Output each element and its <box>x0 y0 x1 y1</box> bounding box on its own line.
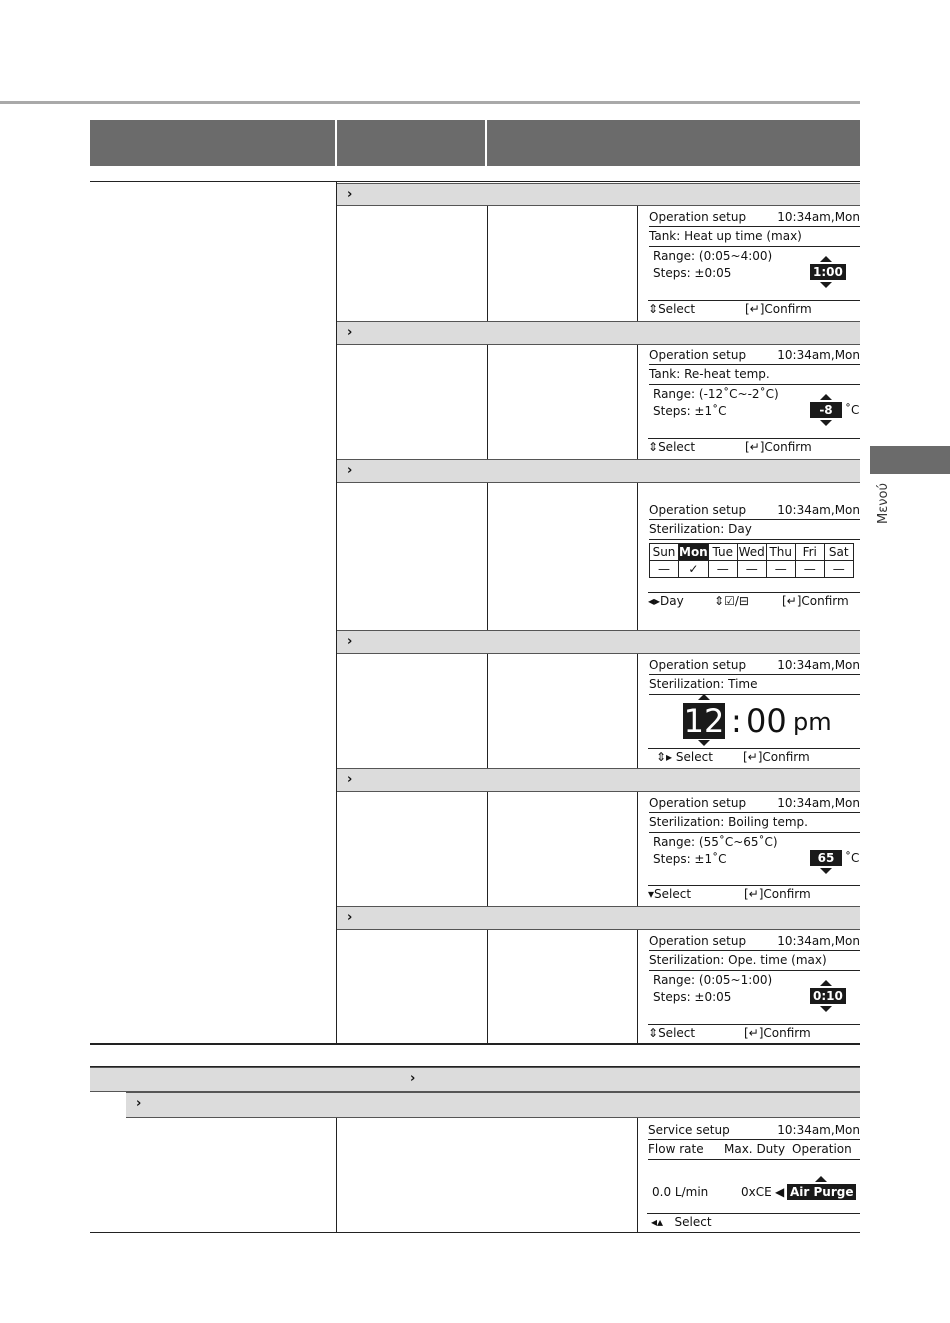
row-bar-4 <box>337 630 860 654</box>
minute-value[interactable]: 00 <box>746 702 787 740</box>
range-text: Range: (0:05~1:00) <box>653 973 773 987</box>
section-bar <box>90 1067 860 1092</box>
toggle-hint: ⇕☑/⊟ <box>714 594 749 608</box>
screen-title: Operation setup <box>649 348 747 362</box>
range-text: Range: (-12˚C~-2˚C) <box>653 387 779 401</box>
screen-footer <box>648 1024 860 1040</box>
confirm-hint: [↵]Confirm <box>745 440 812 454</box>
top-rule <box>0 101 860 104</box>
column-headers <box>648 1142 860 1158</box>
left-arrow-icon[interactable]: ◀ <box>775 1185 785 1199</box>
day-cell[interactable]: Tue <box>708 544 737 561</box>
chapter-tab[interactable] <box>870 446 950 474</box>
screen-title: Operation setup <box>649 796 747 810</box>
enter-key-icon: [↵] <box>743 750 763 764</box>
ampm-value[interactable]: pm <box>793 708 832 736</box>
day-cell[interactable]: Sat <box>824 544 853 561</box>
setting-value[interactable]: 0:10 <box>810 988 846 1004</box>
select-hint: ⇕Select <box>648 440 696 454</box>
day-cell[interactable]: Sun <box>650 544 679 561</box>
screen-subtitle: Tank: Heat up time (max) <box>649 229 860 245</box>
screen-title: Operation setup <box>649 210 747 224</box>
enter-key-icon: [↵] <box>745 440 765 454</box>
left-up-arrows-icon: ◂▴ <box>651 1215 664 1229</box>
confirm-hint: [↵]Confirm <box>744 887 811 901</box>
up-down-arrows-icon: ⇕ <box>648 1026 659 1040</box>
screen-footer <box>647 1213 860 1229</box>
day-mark[interactable]: — <box>766 561 795 578</box>
steps-text: Steps: ±0:05 <box>653 990 732 1004</box>
row-bar-6 <box>337 906 860 930</box>
row-bar-3 <box>337 459 860 483</box>
up-down-arrows-icon: ⇕ <box>714 594 725 608</box>
up-arrow-icon[interactable] <box>820 394 832 400</box>
screen-clock: 10:34am,Mon <box>777 658 860 672</box>
screen-header <box>649 934 860 950</box>
up-arrow-icon[interactable] <box>815 1176 827 1182</box>
lcd-screen-reheat-temp <box>648 348 860 454</box>
chevron-right-icon: › <box>347 772 353 787</box>
screen-clock: 10:34am,Mon <box>777 503 860 517</box>
operation-header: Operation <box>792 1142 852 1156</box>
day-hint: ◂▸Day <box>648 594 684 608</box>
screen-subtitle: Sterilization: Ope. time (max) <box>649 953 860 969</box>
confirm-hint: [↵]Confirm <box>743 750 810 764</box>
left-right-arrows-icon: ◂▸ <box>648 594 661 608</box>
max-duty-header: Max. Duty <box>724 1142 786 1156</box>
screen-footer <box>648 438 860 454</box>
screen-footer <box>648 885 860 901</box>
setting-value[interactable]: 1:00 <box>810 264 846 280</box>
up-arrow-icon[interactable] <box>820 980 832 986</box>
range-text: Range: (55˚C~65˚C) <box>653 835 778 849</box>
lcd-screen-sterilization-time <box>648 658 860 764</box>
screen-title: Operation setup <box>649 934 747 948</box>
screen-clock: 10:34am,Mon <box>777 348 860 362</box>
up-arrow-icon[interactable] <box>820 256 832 262</box>
screen-header <box>649 796 860 812</box>
chevron-right-icon: › <box>347 325 353 340</box>
chevron-right-icon: › <box>410 1071 416 1086</box>
side-tab-label: Μενού <box>876 483 891 524</box>
day-cell[interactable]: Fri <box>795 544 824 561</box>
operation-value[interactable]: Air Purge <box>787 1184 856 1200</box>
down-arrow-icon[interactable] <box>820 282 832 288</box>
flow-rate-header: Flow rate <box>648 1142 704 1156</box>
hour-value[interactable]: 12 <box>683 702 725 740</box>
day-mark[interactable]: — <box>737 561 766 578</box>
unit-label: ˚C <box>845 403 860 417</box>
day-mark[interactable]: — <box>650 561 679 578</box>
screen-header <box>649 658 860 674</box>
screen-subtitle: Sterilization: Time <box>649 677 860 693</box>
confirm-hint: [↵]Confirm <box>745 302 812 316</box>
table-divider <box>637 1118 638 1232</box>
table-header-col1 <box>90 120 335 166</box>
screen-footer <box>648 300 860 316</box>
day-cell-selected[interactable]: Mon <box>679 545 708 559</box>
select-hint: ◂▴ Select <box>651 1215 712 1229</box>
max-duty-value: 0xCE <box>741 1185 772 1199</box>
day-cell[interactable]: Wed <box>738 545 765 559</box>
steps-text: Steps: ±1˚C <box>653 404 727 418</box>
row-bar-5 <box>337 768 860 792</box>
screen-footer <box>648 592 860 608</box>
day-grid <box>649 543 854 578</box>
screen-clock: 10:34am,Mon <box>777 1123 860 1137</box>
down-arrow-icon[interactable] <box>820 868 832 874</box>
day-cell[interactable]: Thu <box>766 544 795 561</box>
lcd-screen-sterilization-day <box>648 503 860 613</box>
select-hint: ▾Select <box>648 887 692 901</box>
down-arrow-icon[interactable] <box>698 740 710 746</box>
lcd-screen-service-setup <box>647 1123 860 1229</box>
time-separator: : <box>731 702 742 740</box>
enter-key-icon: [↵] <box>744 1026 764 1040</box>
screen-title: Service setup <box>648 1123 730 1137</box>
screen-title: Operation setup <box>649 658 747 672</box>
up-down-arrows-icon: ⇕ <box>648 440 659 454</box>
chevron-right-icon: › <box>347 463 353 478</box>
up-arrow-icon[interactable] <box>698 694 710 700</box>
screen-clock: 10:34am,Mon <box>777 796 860 810</box>
chevron-right-icon: › <box>136 1096 142 1111</box>
screen-footer <box>648 748 860 764</box>
lcd-screen-ope-time <box>648 934 860 1040</box>
day-mark[interactable]: — <box>708 561 737 578</box>
chevron-right-icon: › <box>347 187 353 202</box>
setting-value[interactable]: 65 <box>810 850 842 866</box>
flow-rate-value: 0.0 L/min <box>652 1185 709 1199</box>
table-rule <box>90 181 860 182</box>
screen-clock: 10:34am,Mon <box>777 934 860 948</box>
screen-header <box>649 210 860 226</box>
screen-clock: 10:34am,Mon <box>777 210 860 224</box>
steps-text: Steps: ±1˚C <box>653 852 727 866</box>
down-arrow-icon[interactable] <box>820 420 832 426</box>
up-down-right-arrows-icon: ⇕▸ <box>656 750 673 764</box>
screen-header <box>649 348 860 364</box>
screen-subtitle: Tank: Re-heat temp. <box>649 367 860 383</box>
unit-label: ˚C <box>845 851 860 865</box>
day-mark[interactable]: — <box>795 561 824 578</box>
select-hint: ⇕Select <box>648 1026 696 1040</box>
screen-title: Operation setup <box>649 503 747 517</box>
checkmark-icon[interactable]: ✓ <box>679 561 709 578</box>
screen-header <box>649 503 860 519</box>
table-header-col2 <box>337 120 485 166</box>
enter-key-icon: [↵] <box>782 594 802 608</box>
enter-key-icon: [↵] <box>745 302 765 316</box>
screen-header <box>648 1123 860 1139</box>
row-bar-1 <box>337 183 860 206</box>
day-mark[interactable]: — <box>824 561 853 578</box>
table-divider <box>336 1118 337 1232</box>
down-arrow-icon[interactable] <box>820 1006 832 1012</box>
confirm-hint: [↵]Confirm <box>744 1026 811 1040</box>
subsection-bar <box>126 1092 860 1118</box>
chevron-right-icon: › <box>347 910 353 925</box>
table-rule <box>90 1043 860 1045</box>
lcd-screen-boiling-temp <box>648 796 860 902</box>
range-text: Range: (0:05~4:00) <box>653 249 773 263</box>
down-arrow-small-icon: ▾ <box>648 887 655 901</box>
table-header-col3 <box>487 120 860 166</box>
table-rule <box>90 1232 860 1233</box>
select-hint: ⇕Select <box>648 302 696 316</box>
screen-subtitle: Sterilization: Day <box>649 522 860 538</box>
enter-key-icon: [↵] <box>744 887 764 901</box>
row-bar-2 <box>337 321 860 345</box>
select-hint: ⇕▸ Select <box>656 750 713 764</box>
lcd-screen-heat-up-time <box>648 210 860 316</box>
up-down-arrows-icon: ⇕ <box>648 302 659 316</box>
setting-value[interactable]: -8 <box>810 402 842 418</box>
confirm-hint: [↵]Confirm <box>782 594 849 608</box>
chevron-right-icon: › <box>347 634 353 649</box>
steps-text: Steps: ±0:05 <box>653 266 732 280</box>
screen-subtitle: Sterilization: Boiling temp. <box>649 815 860 831</box>
